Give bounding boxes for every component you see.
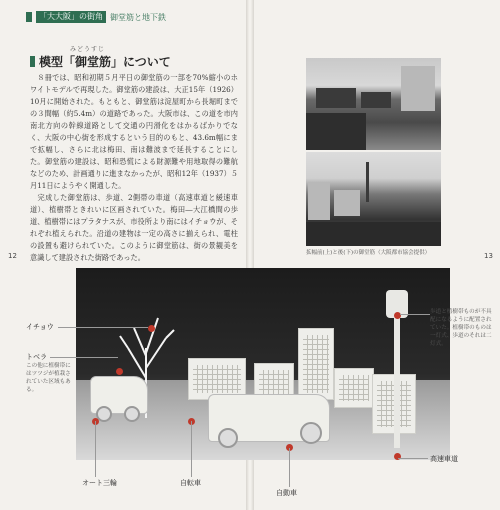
model-photo — [76, 268, 450, 460]
label-street-lamp: 街灯 — [430, 299, 444, 307]
page-number-left: 12 — [8, 252, 17, 260]
label-toberu-note: この他に植樹帯にはツツジが植栽されていた区域もある。 — [26, 363, 71, 393]
header-marker-icon — [26, 12, 32, 22]
photo-after-widening — [306, 152, 441, 246]
label-toberu: トベラ — [26, 353, 47, 361]
leader-street-lamp — [400, 314, 430, 315]
model-clock-tower — [298, 328, 334, 400]
label-ichou: イチョウ — [26, 323, 54, 331]
body-paragraph: ８冊では、昭和初期５月平日の御堂筋の一部を70%縮小のホワイトモデルで再現した。御堂筋の建設は、大正15年（1926）10月に開始された。もともと、御堂筋は淀屋町から長堀町までの３間幅（約5.4m）の道路であった。大阪市は、この道を市内南北方向の幹線道路として交通の円滑化をはかるばかりでなく、大阪の中心街を形成するという目的のもと、43.6m幅にまで拡幅し、さらに北は梅田、南は難波まで延長することにした。御堂筋の建設は、昭和恐慌による財源難や用地取得の難航などのため、計画通りに進まなかったが、昭和12年（1937）５月11日にようやく開通した。 — [30, 73, 238, 190]
label-bicycle: 自転車 — [180, 479, 201, 487]
chapter-header — [26, 10, 166, 24]
section-ruby: みどうすじ — [70, 46, 106, 53]
photo-caption: 拡幅前(上)と後(下)の御堂筋（大阪都市協会提供） — [306, 250, 431, 256]
label-automobile: 自動車 — [276, 489, 297, 497]
header-badge-text: 「大大阪」の街角 — [36, 11, 106, 23]
model-wheel — [218, 428, 238, 448]
leader-automobile — [289, 448, 290, 487]
leader-ichou — [58, 327, 148, 328]
header-subtitle: 御堂筋と地下鉄 — [110, 12, 166, 22]
leader-auto-tricycle — [95, 421, 96, 477]
body-text — [30, 72, 238, 264]
model-wheel — [124, 406, 140, 422]
label-fast-lane: 高速車道 — [430, 455, 458, 463]
leader-toberu — [50, 357, 118, 358]
page-number-right: 13 — [484, 252, 493, 260]
label-street-lamp-note: 歩道と植樹帯ものが不具配になるように配置されていた。植樹帯のものは一灯式、歩道のそれは二灯式。 — [430, 309, 492, 347]
model-wheel — [300, 422, 322, 444]
marker-ichou — [148, 325, 155, 332]
marker-toberu — [116, 368, 123, 375]
photo-before-widening — [306, 58, 441, 150]
label-auto-tricycle: オート三輪 — [82, 479, 117, 487]
leader-bicycle — [191, 421, 192, 477]
leader-fast-lane — [398, 458, 428, 459]
model-building — [334, 368, 374, 408]
section-title: 模型「御堂筋」について — [30, 53, 171, 70]
model-street-lamp — [394, 298, 400, 448]
body-paragraph: 完成した御堂筋は、歩道、2側帯の車道（高速車道と緩速車道）、植樹帯ときれいに区画されていた。梅田―大江橋間の歩道、植樹帯にはプラタナスが、市役所より南にはイチョウが、それぞれ植えられた。沿道の建物は一定の高さに揃えられ、電柱の設置も避けられていた。このように御堂筋は、街の景観美を意識して建設された街路であった。 — [30, 193, 238, 262]
